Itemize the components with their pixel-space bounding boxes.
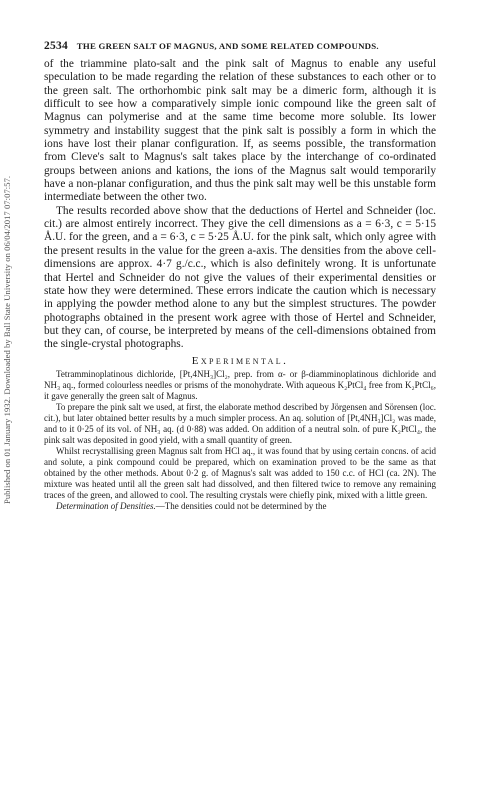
page-number: 2534 (44, 40, 68, 52)
experimental-paragraph-last (44, 501, 436, 512)
experimental-paragraph: Tetramminoplatinous dichloride, [Pt,4NH₃]Cl₂, prep. from α- or β-diamminoplatinous dichloride and NH₃ aq., formed colourless needles or prisms of the monohydrate. With aqueous K₂PtCl₄ free from K₂PtCl₆, it gave generally the green salt of Magnus. (44, 368, 436, 401)
discussion-section (44, 58, 436, 352)
body-paragraph: of the triammine plato-salt and the pink salt of Magnus to enable any useful speculation to be made regarding the relation of these substances to each other or to the green salt. The orthorhombic pink salt may be a dimeric form, although it is difficult to see how a comparatively simple ionic compound like the green salt of Magnus can polymerise and at the same time become more soluble. Its lower symmetry and instability suggest that the pink salt is possibly a form in which the ions have lost their planar configuration. If, as seems possible, the transformation from Cleve's salt to Magnus's salt takes place by the interchange of co-ordinated groups between anions and kations, the ions of the Magnus salt would temporarily have a non-planar configuration, and thus the pink salt may well be this unstable form intermediate between the other two. (44, 58, 436, 204)
section-heading: Experimental. (191, 354, 289, 367)
running-title: THE GREEN SALT OF MAGNUS, AND SOME RELATED COMPOUNDS. (76, 41, 379, 51)
experimental-section (44, 369, 436, 512)
body-paragraph: The results recorded above show that the deductions of Hertel and Schneider (loc. cit.) are almost entirely incorrect. They give the cell dimensions as a = 6·3, c = 5·15 Å.U. for the green, and a = 6·3, c = 5·25 Å.U. for the pink salt, which only agree with the present results in the value for the green a-axis. The densities from the above cell-dimensions are approx. 4·7 g./c.c., which is also definitely wrong. It is unfortunate that Hertel and Schneider do not give the values of their experimental densities or state how they were determined. These errors indicate the caution which is necessary in applying the powder method alone to any but the simplest structures. The powder photographs obtained in the present work agree with those of Hertel and Schneider, but they can, of course, be interpreted by means of the cell-dimensions obtained from the single-crystal photographs. (44, 204, 436, 351)
experimental-paragraph: To prepare the pink salt we used, at first, the elaborate method described by Jörgensen and Sörensen (loc. cit.), but later obtained better results by a much simpler process. An aq. solution of [Pt,4NH₃]Cl₂ was made, and to it 0·25 of its vol. of NH₃ aq. (d 0·88) was added. On addition of a neutral soln. of pure K₂PtCl₄, the pink salt was deposited in good yield, with a small quantity of green. (44, 401, 436, 445)
subsection-label: Determination of Densities. (56, 500, 156, 511)
paper-page (44, 40, 436, 512)
subsection-text: —The densities could not be determined by the (155, 500, 327, 511)
running-header (44, 40, 436, 52)
download-notice: Published on 01 January 1932. Downloaded by Ball State University on 06/04/2017 07:07:57. (2, 175, 12, 505)
experimental-paragraph: Whilst recrystallising green Magnus salt from HCl aq., it was found that by using certain concns. of acid and solute, a pink compound could be prepared, which on examination proved to be the same as that obtained by the other methods. About 0·2 g. of Magnus's salt was added to 150 c.c. of HCl (ca. 2N). The mixture was heated until all the green salt had dissolved, and then filtered twice to remove any remaining traces of the green, and allowed to cool. The resulting crystals were chiefly pink, mixed with a little green. (44, 445, 436, 500)
